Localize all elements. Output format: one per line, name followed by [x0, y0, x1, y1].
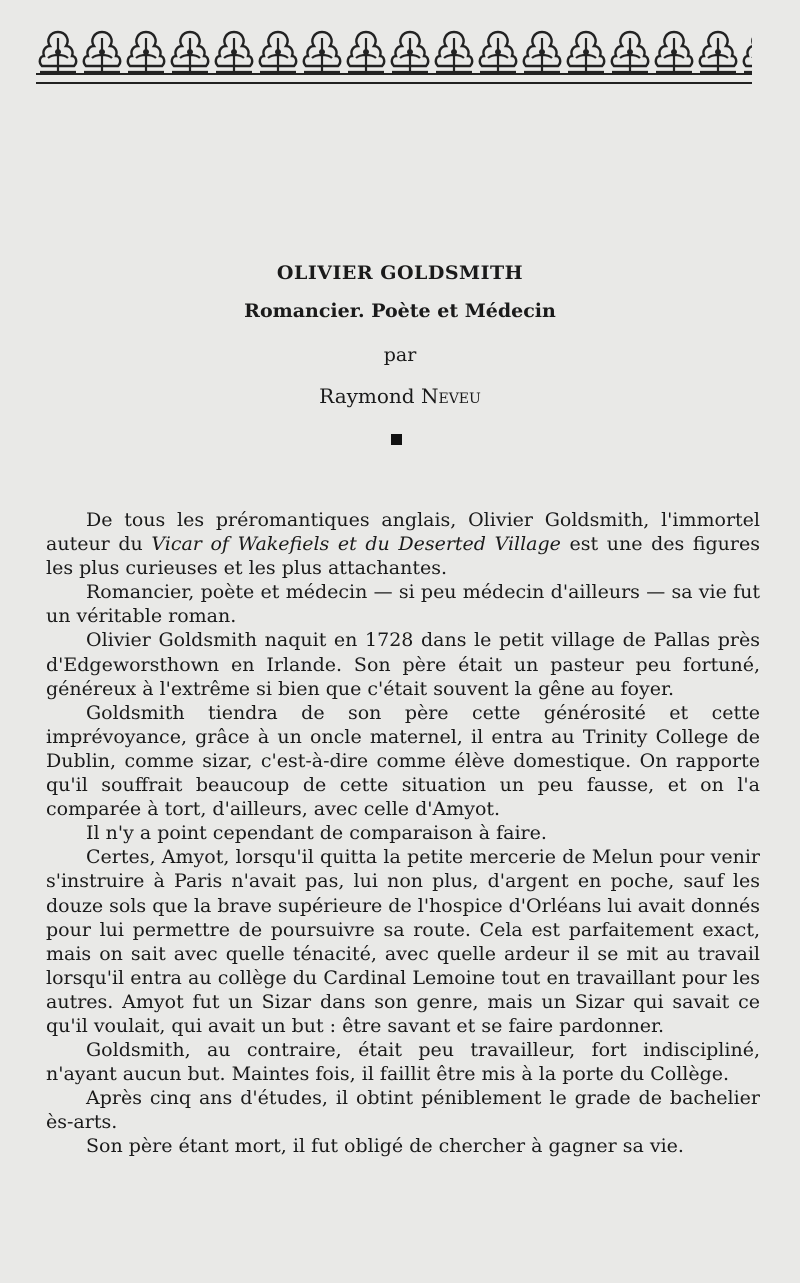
- article-subtitle: Romancier. Poète et Médecin: [244, 300, 556, 322]
- article-title: OLIVIER GOLDSMITH: [276, 262, 524, 284]
- paragraph: Il n'y a point cependant de comparaison à faire.: [86, 822, 547, 845]
- paragraph: [46, 508, 760, 580]
- section-separator-square: [391, 434, 402, 445]
- paragraph: Son père étant mort, il fut obligé de chercher à gagner sa vie.: [86, 1135, 684, 1158]
- paragraph: Goldsmith, au contraire, était peu travailleur, fort indiscipliné, n'ayant aucun but. Maintes fois, il faillit être mis à la porte du Collège.: [46, 1039, 760, 1086]
- author-name: [0, 384, 800, 408]
- author-first-name: Raymond: [319, 384, 421, 408]
- paragraph: Goldsmith tiendra de son père cette générosité et cette imprévoyance, grâce à un oncle maternel, il entra au Trinity College de Dublin, comme sizar, c'est-à-dire comme élève domestique. On rapporte qu'il souffrait beaucoup de cette situation un peu fausse, et on l'a comparée à tort, d'ailleurs, avec celle d'Amyot.: [46, 701, 760, 821]
- paragraph: Olivier Goldsmith naquit en 1728 dans le petit village de Pallas près d'Edgeworsthown en Irlande. Son père était un pasteur peu fortuné, généreux à l'extrême si bien que c'était souvent la gêne au foyer.: [46, 629, 760, 700]
- paragraph-text: De tous les préromantiques anglais, Olivier Goldsmith, l'immortel auteur du: [46, 509, 760, 556]
- paragraph: Romancier, poète et médecin — si peu médecin d'ailleurs — sa vie fut un véritable roman.: [46, 581, 760, 628]
- byline-par: par: [383, 344, 417, 366]
- ornament-rule: [36, 82, 752, 84]
- paragraph: Certes, Amyot, lorsqu'il quitta la petite mercerie de Melun pour venir s'instruire à Paris n'avait pas, lui non plus, d'argent en poche, sauf les douze sols que la brave supérieure de l'hospice d'Orléans lui avait donnés pour lui permettre de poursuivre sa route. Cela est parfaitement exact, mais on sait avec quelle ténacité, avec quelle ardeur il se mit au travail lorsqu'il entra au collège du Cardinal Lemoine tout en travaillant pour les autres. Amyot fut un Sizar dans son genre, mais un Sizar qui savait ce qu'il voulait, qui avait un but : être savant et se faire pardonner.: [46, 846, 761, 1037]
- article-body: [46, 508, 760, 1159]
- decorative-ornament-band: [36, 28, 752, 76]
- paragraph: Après cinq ans d'études, il obtint péniblement le grade de bachelier ès-arts.: [46, 1087, 760, 1134]
- paragraph-text: est une des figures les plus curieuses et les plus attachantes.: [46, 533, 760, 580]
- author-last-name: Neveu: [420, 384, 481, 408]
- book-titles: Vicar of Wakefiels et du Deserted Village: [151, 533, 561, 556]
